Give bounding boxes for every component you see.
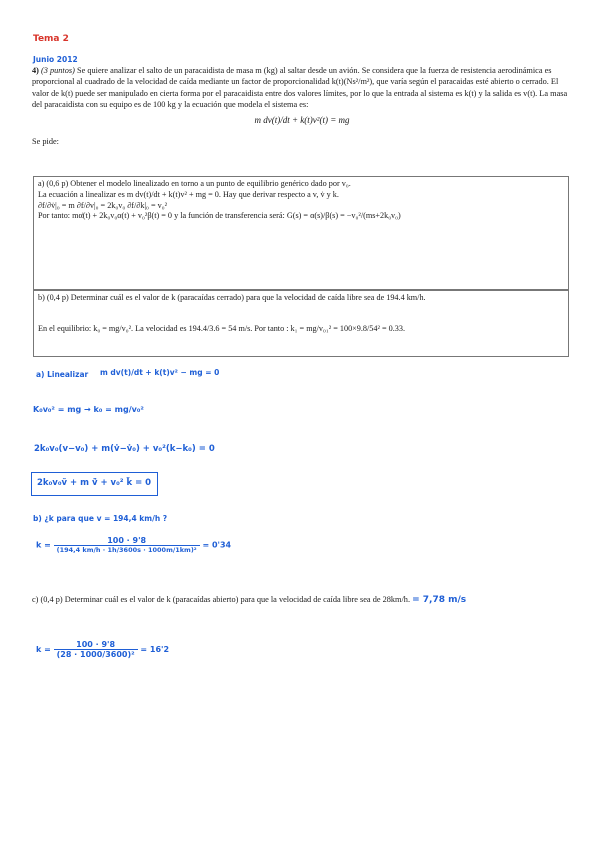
part-b-box: [33, 290, 569, 357]
part-a-heading: a) (0,6 p) Obtener el modelo linealizado en torno a un punto de equilibrio genérico dado por v₀.: [38, 179, 351, 188]
problem-statement: [32, 65, 572, 147]
problem-points: (3 puntos): [41, 66, 75, 75]
part-c-heading: c) (0,4 p) Determinar cuál es el valor de k (paracaídas abierto) para que la velocidad de caída libre sea de 28km/h.: [32, 595, 411, 604]
part-b-line-1: En el equilibrio: k₀ = mg/v₀². La velocidad es 194.4/3.6 = 54 m/s. Por tanto : k₁ = mg/v₀₁² = 100×9.8/54² = 0.33.: [38, 323, 406, 333]
hw-b-result: = 0'34: [202, 540, 232, 550]
hw-eq-1: K₀v₀² = mg → k₀ = mg/v₀²: [33, 405, 144, 414]
hw-b-frac: [54, 536, 200, 554]
part-a-line-2: ∂f/∂v̇|₀ = m ∂f/∂v|₀ = 2k₀v₀ ∂f/∂k|₀ = v₀²: [38, 200, 168, 210]
hw-k-label: k =: [36, 540, 51, 550]
part-a-line-3: Por tanto: mα̇(t) + 2k₀v₀α(t) + v₀²β(t) = 0 y la función de transferencia será: G(s) = α(s)/β(s) = −v₀²/(ms+2k₀v₀): [38, 211, 401, 221]
hw-b-den: (194,4 km/h · 1h/3600s · 1000m/1km)²: [56, 546, 197, 554]
hw-c-den: (28 · 1000/3600)²: [56, 650, 135, 659]
hw-c-result: = 16'2: [140, 645, 170, 654]
se-pide: Se pide:: [32, 137, 59, 147]
hw-b-label: b) ¿k para que v = 194,4 km/h ?: [33, 514, 168, 523]
part-c: [32, 594, 572, 606]
hw-a-label: a) Linealizar: [36, 370, 89, 379]
model-equation: m dv(t)/dt + k(t)v²(t) = mg: [254, 114, 350, 125]
hw-c-num: 100 · 9'8: [54, 640, 138, 650]
hw-a-eq: m dv(t)/dt + k(t)v² − mg = 0: [100, 368, 220, 377]
part-a-box: [33, 176, 569, 290]
hw-c-fraction: [36, 640, 169, 659]
hw-c-frac: [54, 640, 138, 659]
hw-date: Junio 2012: [33, 55, 78, 64]
part-a-line-1: La ecuación a linealizar es m dv(t)/dt + k(t)v² + mg = 0. Hay que derivar respecto a v, v̇ y k.: [38, 189, 339, 199]
hw-k-label-c: k =: [36, 645, 51, 654]
problem-statement-body: Se quiere analizar el salto de un paracaidista de masa m (kg) al saltar desde un avión. Se considera que la fuerza de resistencia aerodinámica es proporcional al cuadrado de la velocidad de caída mediante un factor de proporcionalidad k(t)(Ns²/m²), que varía según el paracaidas esté abierto o cerrado. El valor de k(t) puede ser manipulado en cierta forma por el paracaidista entre dos valores límites, por lo que la entrada al sistema es k(t) y la salida es v(t). La masa del paracaidista con su equipo es de 100 kg y la ecuación que modela el sistema es:: [32, 66, 568, 110]
problem-text: [32, 65, 572, 111]
hw-eq-3: 2k₀v₀ṽ + m ṽ̇ + v₀² k̃ = 0: [37, 478, 152, 488]
hw-title: Tema 2: [33, 34, 69, 44]
hw-eq-2: 2k₀v₀(v−v₀) + m(v̇−v̇₀) + v₀²(k−k₀) = 0: [34, 444, 215, 454]
part-b-heading: b) (0,4 p) Determinar cuál es el valor de k (paracaídas cerrado) para que la velocidad de caída libre sea de 194.4 km/h.: [38, 293, 426, 302]
problem-number: 4): [32, 66, 39, 75]
hw-b-fraction: [36, 536, 231, 554]
hw-c-note: = 7,78 m/s: [412, 595, 467, 605]
hw-b-num: 100 · 9'8: [54, 536, 200, 546]
